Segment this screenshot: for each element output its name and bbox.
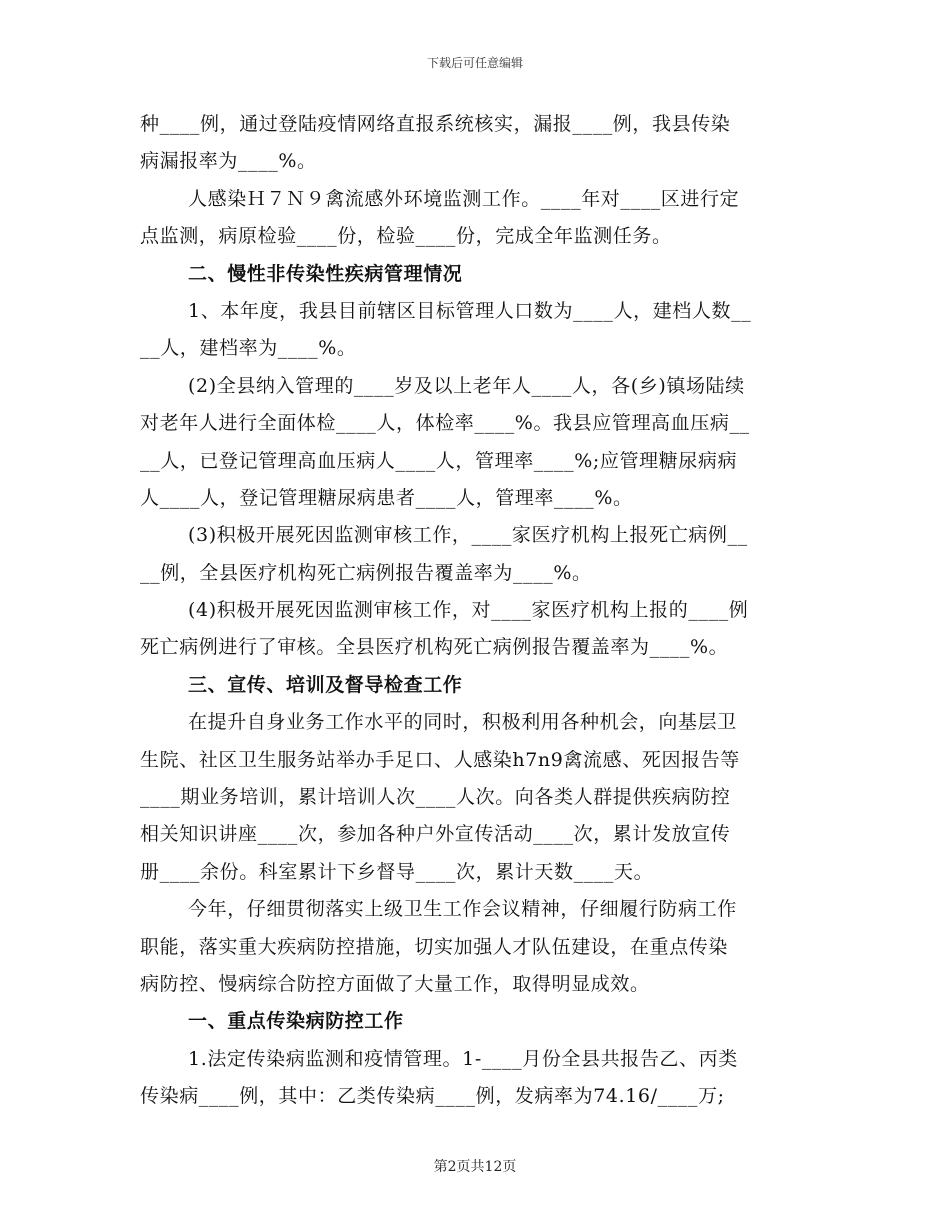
document-body [140, 106, 812, 1116]
text-line: 人感染Ｈ７Ｎ９禽流感外环境监测工作。____年对____区进行定 [188, 187, 740, 210]
section-heading: 二、慢性非传染性疾病管理情况 [188, 262, 463, 285]
text-line: 对老年人进行全面体检____人，体检率____%。我县应管理高血压病__ [140, 412, 750, 435]
text-line: (2)全县纳入管理的____岁及以上老年人____人，各(乡)镇场陆续 [188, 374, 745, 397]
section-heading: 一、重点传染病防控工作 [188, 1010, 404, 1033]
text-line: 职能，落实重大疾病防控措施，切实加强人才队伍建设，在重点传染 [140, 935, 729, 958]
text-line: 种____例，通过登陆疫情网络直报系统核实，漏报____例，我县传染 [140, 113, 731, 135]
text-line: (4)积极开展死因监测审核工作，对____家医疗机构上报的____例 [188, 599, 749, 622]
section-heading: 三、宣传、培训及督导检查工作 [188, 673, 463, 696]
page-footer: 第2页共12页 [433, 1159, 517, 1175]
text-line: 生院、社区卫生服务站举办手足口、人感染h7n9禽流感、死因报告等 [140, 748, 740, 771]
page-header: 下载后可任意编辑 [426, 56, 523, 70]
text-line: 册____余份。科室累计下乡督导____次，累计天数____天。 [140, 860, 654, 883]
text-line: 病漏报率为____%。 [140, 150, 317, 173]
text-line: __例，全县医疗机构死亡病例报告覆盖率为____%。 [140, 561, 592, 584]
text-line: 1、本年度，我县目前辖区目标管理人口数为____人，建档人数__ [188, 299, 752, 322]
text-line: 1.法定传染病监测和疫情管理。1-____月份全县共报告乙、丙类 [188, 1047, 738, 1070]
text-line: 人____人，登记管理糖尿病患者____人，管理率____%。 [140, 486, 633, 509]
text-line: (3)积极开展死因监测审核工作，____家医疗机构上报死亡病例__ [188, 524, 748, 547]
text-line: 点监测，病原检验____份，检验____份，完成全年监测任务。 [140, 225, 672, 248]
text-line: ____期业务培训，累计培训人次____人次。向各类人群提供疾病防控 [140, 786, 731, 809]
text-line: __人，建档率为____%。 [140, 337, 357, 360]
text-line: __人，已登记管理高血压病人____人，管理率____%;应管理糖尿病病 [140, 449, 738, 472]
text-line: 死亡病例进行了审核。全县医疗机构死亡病例报告覆盖率为____%。 [140, 636, 729, 659]
text-line: 传染病____例，其中：乙类传染病____例，发病率为74.16/____万; [140, 1085, 725, 1108]
text-line: 病防控、慢病综合防控方面做了大量工作，取得明显成效。 [140, 972, 650, 995]
text-line: 今年，仔细贯彻落实上级卫生工作会议精神，仔细履行防病工作 [188, 898, 737, 921]
text-line: 在提升自身业务工作水平的同时，积极利用各种机会，向基层卫 [188, 711, 737, 734]
text-line: 相关知识讲座____次，参加各种户外宣传活动____次，累计发放宣传 [140, 823, 731, 846]
